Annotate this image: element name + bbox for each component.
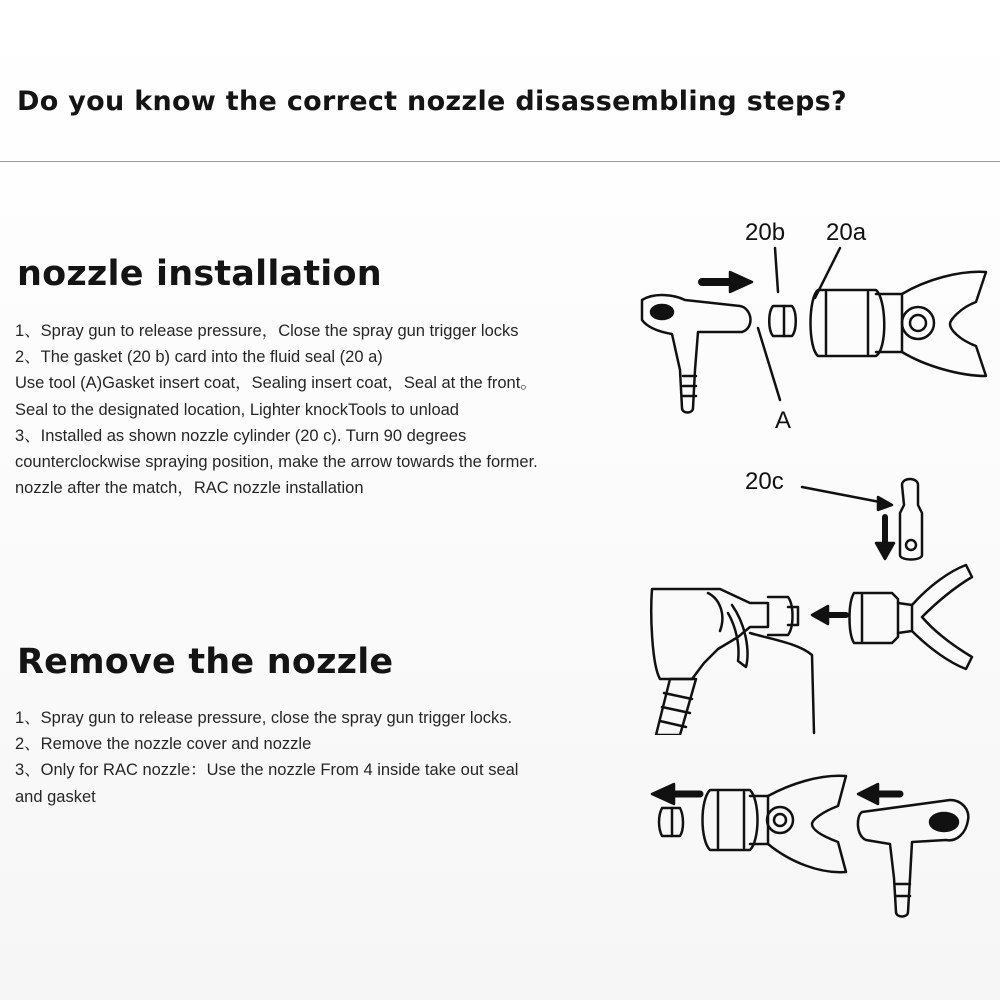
nozzle-install-diagram	[600, 455, 1000, 735]
installation-steps	[15, 318, 635, 501]
removal-line: and gasket	[15, 787, 96, 806]
insert-tool-icon	[642, 295, 750, 412]
left-arrow-icon	[812, 606, 846, 624]
spray-gun-icon	[651, 589, 814, 735]
nozzle-guard-icon	[811, 272, 987, 376]
leader-arrowhead-icon	[878, 497, 892, 510]
removed-nozzle-guard-icon	[703, 776, 847, 872]
installation-line: counterclockwise spraying position, make the arrow towards the former.	[15, 453, 538, 472]
installation-line: 3、Installed as shown nozzle cylinder (20 c). Turn 90 degrees	[15, 426, 467, 445]
title-divider	[0, 161, 1000, 162]
installation-line: 2、The gasket (20 b) card into the fluid seal (20 a)	[15, 348, 383, 367]
pull-arrow-left-icon	[652, 784, 700, 804]
leader-line-20c	[802, 487, 885, 503]
label-20c: 20c	[745, 468, 784, 495]
removal-heading: Remove the nozzle	[17, 642, 394, 682]
installation-line: nozzle after the match，RAC nozzle installation	[15, 479, 364, 498]
installation-line: Use tool (A)Gasket insert coat，Sealing insert coat，Seal at the front。	[15, 374, 537, 393]
insert-tool-removal-icon	[858, 800, 968, 917]
label-a: A	[775, 407, 792, 434]
removal-steps	[15, 705, 635, 810]
nozzle-guard-side-icon	[850, 565, 973, 669]
down-arrow-icon	[876, 517, 894, 559]
leader-line-20b	[775, 248, 778, 292]
push-arrow-left-icon	[858, 784, 900, 804]
removal-line: 1、Spray gun to release pressure, close the spray gun trigger locks.	[15, 709, 513, 727]
installation-line: Seal to the designated location, Lighter knockTools to unload	[15, 400, 459, 419]
label-20b: 20b	[745, 219, 786, 246]
page-title: Do you know the correct nozzle disassembling steps?	[17, 86, 847, 117]
installation-line: 1、Spray gun to release pressure，Close the spray gun trigger locks	[15, 322, 519, 340]
removal-line: 3、Only for RAC nozzle：Use the nozzle From 4 inside take out seal	[15, 761, 519, 780]
nozzle-removal-diagram	[600, 750, 1000, 920]
gasket-insertion-diagram	[600, 200, 1000, 440]
push-arrow-icon	[702, 272, 752, 292]
removed-gasket-icon	[659, 808, 683, 836]
label-20a: 20a	[826, 219, 867, 246]
gasket-icon	[769, 306, 796, 336]
nozzle-cylinder-icon	[900, 479, 922, 560]
removal-line: 2、Remove the nozzle cover and nozzle	[15, 735, 312, 754]
leader-line-a	[758, 328, 780, 400]
installation-heading: nozzle installation	[17, 254, 382, 294]
